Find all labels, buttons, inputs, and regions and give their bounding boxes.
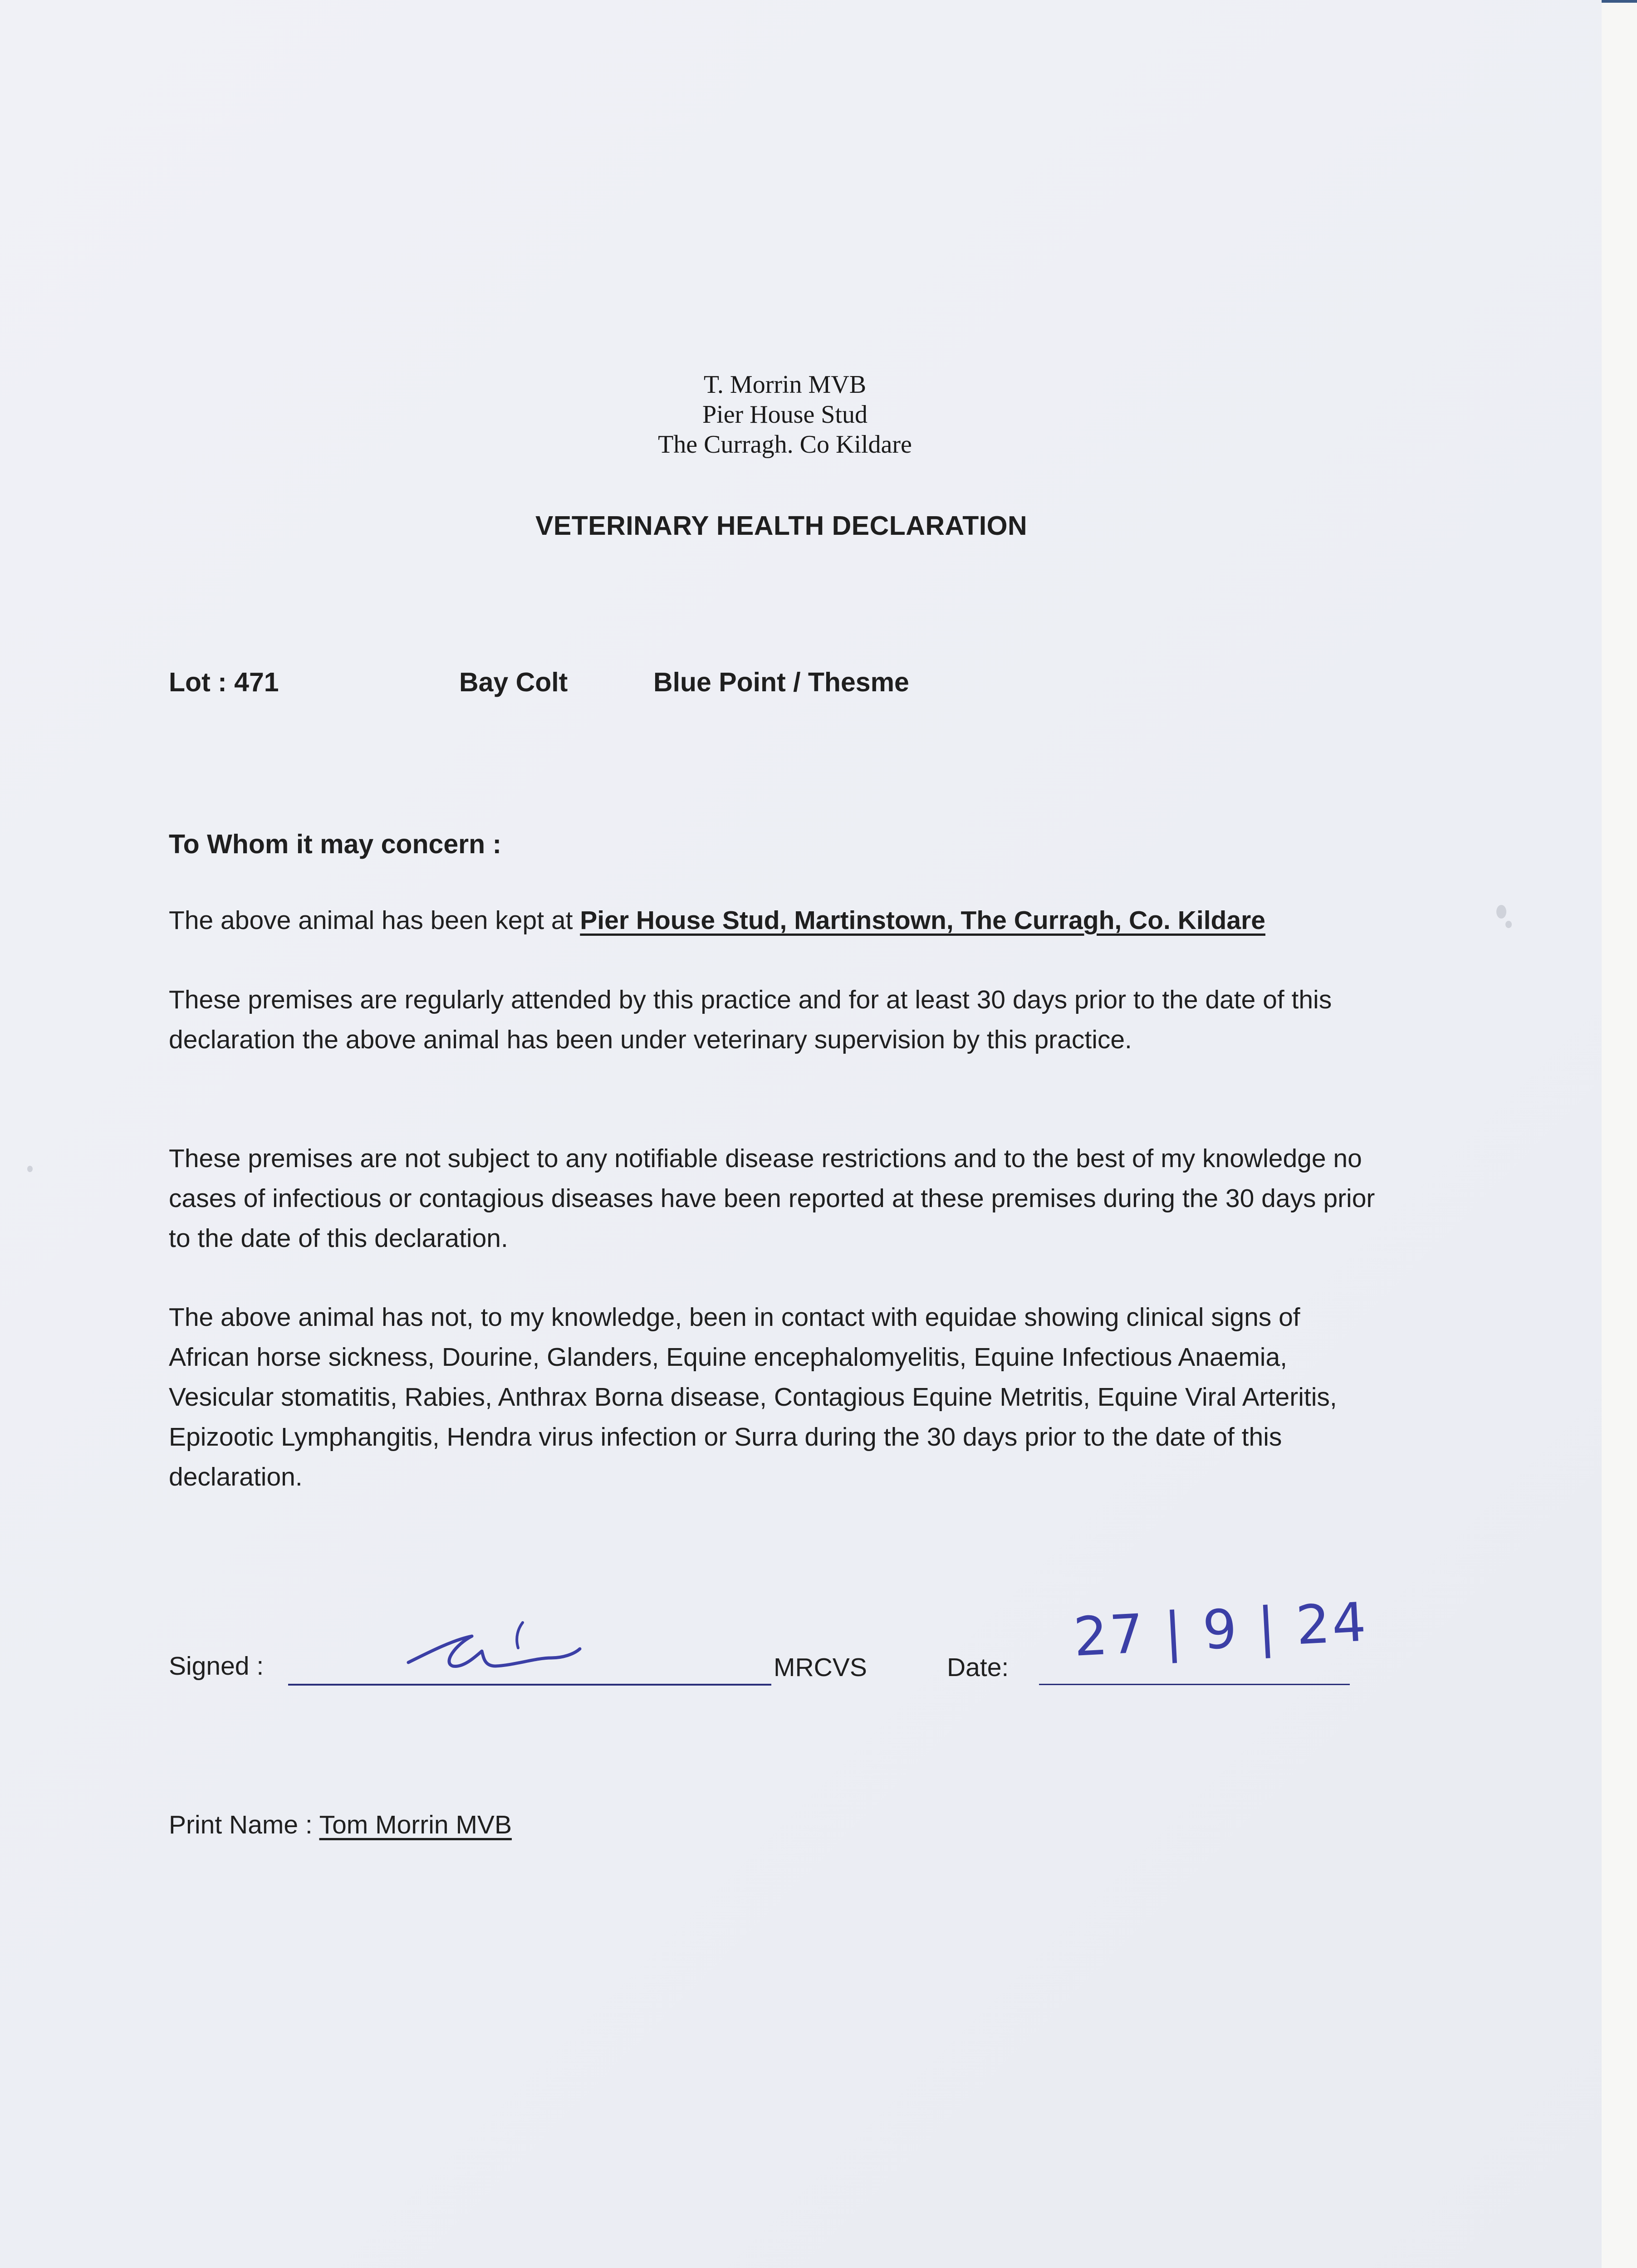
scan-speck bbox=[27, 1166, 33, 1172]
lot-description: Bay Colt bbox=[459, 667, 568, 697]
lot-number: Lot : 471 bbox=[169, 667, 279, 697]
premises-location: Pier House Stud, Martinstown, The Curragh, Co. Kildare bbox=[580, 906, 1265, 935]
letterhead-vet-name: T. Morrin MVB bbox=[703, 371, 867, 399]
print-name-label: Print Name : bbox=[169, 1810, 319, 1839]
scan-edge-mark bbox=[1602, 0, 1637, 3]
scan-speck bbox=[1505, 921, 1512, 928]
paragraph-disease-restrictions: These premises are not subject to any notifiable disease restrictions and to the best of my knowledge no cases of infectious or contagious diseases have been reported at these premises during the 30 days prior to the date of this declaration. bbox=[169, 1144, 1375, 1253]
handwritten-signature bbox=[399, 1594, 635, 1685]
letterhead-practice: Pier House Stud bbox=[702, 401, 868, 429]
scan-speck bbox=[1496, 905, 1506, 919]
print-name-value: Tom Morrin MVB bbox=[319, 1810, 512, 1839]
lot-breeding: Blue Point / Thesme bbox=[653, 667, 909, 697]
handwritten-date: 27 | 9 | 24 bbox=[1072, 1590, 1370, 1668]
letterhead bbox=[544, 370, 1025, 459]
letterhead-address: The Curragh. Co Kildare bbox=[658, 430, 912, 459]
print-name bbox=[169, 1810, 512, 1840]
qualification-label: MRCVS bbox=[774, 1653, 867, 1682]
paragraph-supervision: These premises are regularly attended by this practice and for at least 30 days prior to the date of this declaration the above animal has been under veterinary supervision by this practice. bbox=[169, 985, 1332, 1054]
paragraph-contact-declaration: The above animal has not, to my knowledge, been in contact with equidae showing clinical signs of African horse sickness, Dourine, Glanders, Equine encephalomyelitis, Equine Infectious Anaemia, Vesicular stomatitis, Rabies, Anthrax Borna disease, Contagious Equine Metritis, Equine Viral Arteritis, Epizootic Lymphangitis, Hendra virus infection or Surra during the 30 days prior to the date of this declaration. bbox=[169, 1303, 1337, 1491]
date-line bbox=[1039, 1684, 1350, 1685]
signed-label: Signed : bbox=[169, 1652, 264, 1681]
scan-edge-strip bbox=[1602, 0, 1637, 2268]
greeting: To Whom it may concern : bbox=[169, 829, 502, 859]
date-label: Date: bbox=[947, 1653, 1009, 1682]
premises-prefix: The above animal has been kept at bbox=[169, 906, 580, 935]
document-title: VETERINARY HEALTH DECLARATION bbox=[535, 511, 1028, 541]
paragraph-premises bbox=[169, 900, 1385, 940]
